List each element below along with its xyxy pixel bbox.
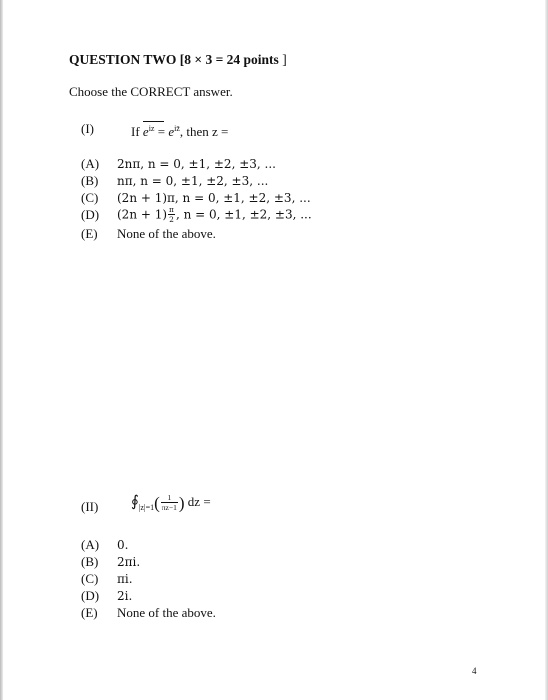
question-1-option-c-text: (2n + 1)π, n = 0, ±1, ±2, ±3, ... xyxy=(117,191,311,205)
question-1-option-a-text: 2nπ, n = 0, ±1, ±2, ±3, ... xyxy=(117,157,276,171)
question-2-option-a-text: 0. xyxy=(117,538,129,552)
question-heading xyxy=(69,52,287,67)
question-1-option-e-text: None of the above. xyxy=(117,226,216,241)
pi-over-two-fraction: $\frac{\pi}{2}$ xyxy=(169,205,174,224)
question-1-prompt-prefix: If xyxy=(131,124,143,139)
question-2-option-b-label: (B) xyxy=(81,554,99,569)
question-1-rhs-exponent: iz̄ xyxy=(174,124,180,133)
question-1-option-b-text: nπ, n = 0, ±1, ±2, ±3, ... xyxy=(117,174,269,188)
page-edge-shadow-left xyxy=(0,0,3,700)
question-1-conjugate-term: $e^{iz}$ xyxy=(143,121,155,139)
question-2-option-d-label: (D) xyxy=(81,588,100,603)
question-1-option-d-text: (2n + 1) $\frac{\pi}{2}$ , n = 0, ±1, ±2, ±3, ... xyxy=(117,205,312,224)
question-2-option-e-label: (E) xyxy=(81,605,98,620)
question-1-option-e-label: (E) xyxy=(81,226,98,241)
question-2-suffix: dz = xyxy=(184,494,211,509)
question-2-option-e-text: None of the above. xyxy=(117,605,216,620)
question-1-option-b-label: (B) xyxy=(81,173,99,188)
question-1-prompt: If $e^{iz} = e^{iz̄}$, then z = xyxy=(131,121,228,139)
question-2-option-b-text: 2πi. xyxy=(117,555,141,569)
contour-integral-symbol: ∮ xyxy=(131,494,139,510)
question-2-option-c-label: (C) xyxy=(81,571,99,586)
page-number: 4 xyxy=(472,666,477,676)
conjugate-overline xyxy=(143,121,164,122)
contour-label: |z|=1 xyxy=(138,503,155,512)
integrand-fraction: $\frac{1}{\pi z-1}$ xyxy=(161,493,177,513)
question-2-option-d-text: 2i. xyxy=(117,589,133,603)
question-2-option-a-label: (A) xyxy=(81,537,100,552)
question-1-option-d-label: (D) xyxy=(81,207,100,222)
question-2-prompt: $∮_{|z|=1}$( $\frac{1}{\pi z-1}$ ) dz = xyxy=(131,493,211,513)
question-heading-title: QUESTION TWO [8 × 3 = 24 points xyxy=(69,52,279,67)
question-2-option-c-text: πi. xyxy=(117,572,133,586)
question-1-option-c-label: (C) xyxy=(81,190,99,205)
instruction-text: Choose the CORRECT answer. xyxy=(69,84,233,99)
question-2-label: (II) xyxy=(81,499,99,514)
question-1-option-a-label: (A) xyxy=(81,156,100,171)
question-heading-bracket: ] xyxy=(282,52,287,67)
question-1-label: (I) xyxy=(81,121,94,136)
